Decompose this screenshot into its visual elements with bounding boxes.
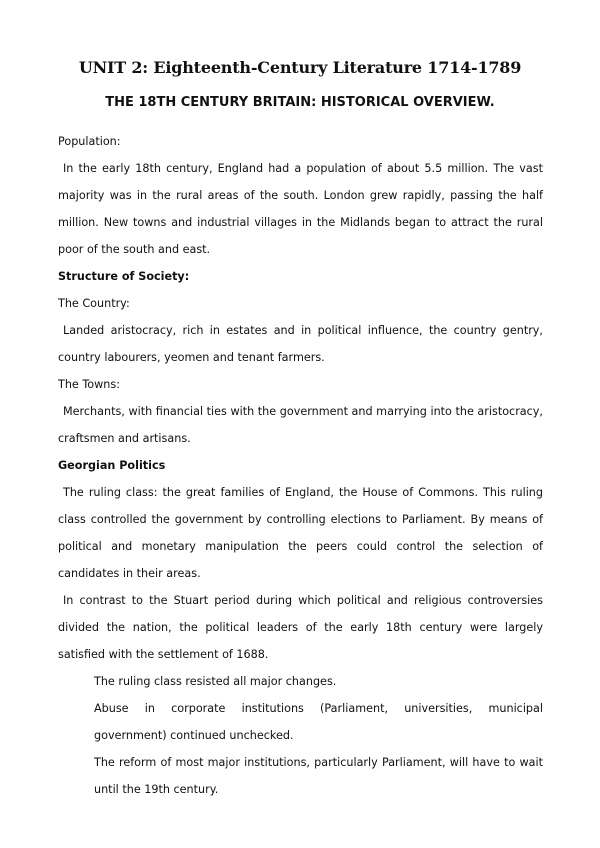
structure-heading: Structure of Society:	[58, 270, 190, 283]
population-paragraph: In the early 18th century, England had a population of about 5.5 million. The vast majority was in the rural areas of the south. London grew rapidly, passing the half million. New towns and industrial villages in the Midlands began to attract the rural poor of the south and east.	[58, 162, 543, 256]
document-body	[58, 128, 543, 803]
country-heading: The Country:	[58, 297, 130, 310]
politics-point-2: Abuse in corporate institutions (Parliament, universities, municipal government) continued unchecked.	[94, 702, 543, 742]
country-paragraph: Landed aristocracy, rich in estates and in political influence, the country gentry, country labourers, yeomen and tenant farmers.	[58, 324, 543, 364]
politics-paragraph-1: The ruling class: the great families of England, the House of Commons. This ruling class controlled the government by controlling elections to Parliament. By means of political and monetary manipulation the peers could control the selection of candidates in their areas.	[58, 486, 543, 580]
towns-heading: The Towns:	[58, 378, 120, 391]
population-heading: Population:	[58, 135, 121, 148]
towns-paragraph: Merchants, with financial ties with the government and marrying into the aristocracy, craftsmen and artisans.	[58, 405, 543, 445]
document-title: UNIT 2: Eighteenth-Century Literature 1714-1789	[78, 58, 522, 77]
politics-paragraph-2: In contrast to the Stuart period during which political and religious controversies divided the nation, the political leaders of the early 18th century were largely satisfied with the settlement of 1688.	[58, 594, 543, 661]
politics-heading: Georgian Politics	[58, 459, 166, 472]
politics-point-3: The reform of most major institutions, particularly Parliament, will have to wait until the 19th century.	[94, 756, 543, 796]
document-subtitle: THE 18TH CENTURY BRITAIN: HISTORICAL OVERVIEW.	[105, 95, 495, 110]
politics-point-1: The ruling class resisted all major changes.	[94, 675, 337, 688]
